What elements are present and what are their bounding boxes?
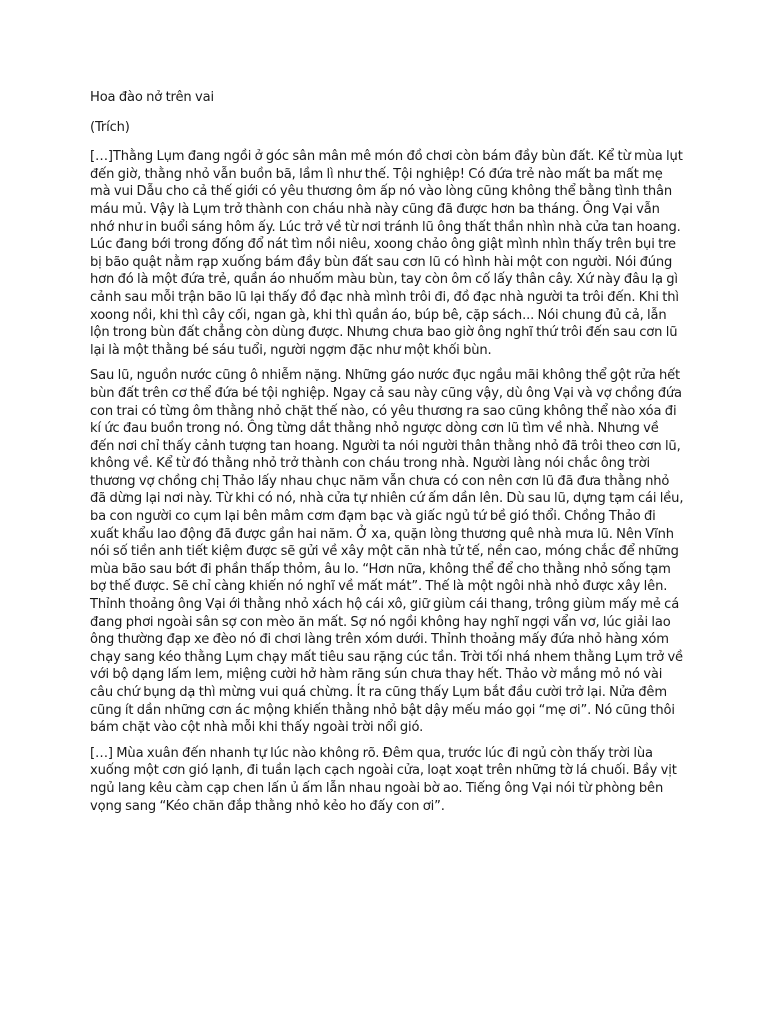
paragraph-3: […] Mùa xuân đến nhanh tự lúc nào không rõ. Đêm qua, trước lúc đi ngủ còn thấy trời lùa xuống một cơn gió lạnh, đi tuần lạch cạch ngoài cửa, loạt xoạt trên những tờ lá chuối. Bầy vịt ngủ lang kêu càm cạp chen lấn ủ ấm lẫn nhau ngoài bờ ao. Tiếng ông Vại nói từ phòng bên vọng sang “Kéo chăn đắp thằng nhỏ kẻo ho đấy con ơi”. [90,745,677,814]
paragraph-1: […]Thằng Lụm đang ngồi ở góc sân mân mê món đồ chơi còn bám đầy bùn đất. Kể từ mùa lụt đến giờ, thằng nhỏ vẫn buồn bã, lầm lì như thế. Tội nghiệp! Có đứa trẻ nào mất ba mất mẹ mà vui Dẫu cho cả thế giới có yêu thương ôm ấp nó vào lòng cũng không thể bằng tình thân máu mủ. Vậy là Lụm trở thành con cháu nhà này cũng đã được hơn ba tháng. Ông Vại vẫn nhớ như in buổi sáng hôm ấy. Lúc trở về từ nơi tránh lũ ông thất thần nhìn nhà cửa tan hoang. Lúc đang bới trong đống đổ nát tìm nồi niêu, xoong chảo ông giật mình nhìn thấy trên bụi tre bị bão quật nằm rạp xuống bám đầy bùn đất sau cơn lũ có hình hài một con người. Nói đúng hơn đó là một đứa trẻ, quần áo nhuốm màu bùn, tay còn ôm cố lấy thân cây. Xứ này đâu lạ gì cảnh sau mỗi trận bão lũ lại thấy đồ đạc nhà mình trôi đi, đồ đạc nhà người ta trôi đến. Khi thì xoong nồi, khi thì cây cối, ngan gà, khi thì quần áo, búp bê, cặp sách... Nói chung đủ cả, lẫn lộn trong bùn đất chẳng còn dùng được. Nhưng chưa bao giờ ông nghĩ thứ trôi đến sau cơn lũ lại là một thằng bé sáu tuổi, người ngợm đặc như một khối bùn. [90,149,683,358]
document-subtitle: (Trích) [90,119,130,135]
document-page [90,89,684,823]
document-title: Hoa đào nở trên vai [90,90,214,105]
paragraph-2: Sau lũ, nguồn nước cũng ô nhiễm nặng. Những gáo nước đục ngầu mãi không thể gột rửa hết bùn đất trên cơ thể đứa bé tội nghiệp. Ngay cả sau này cũng vậy, dù ông Vại và vợ chồng đứa con trai có từng ôm thằng nhỏ chặt thế nào, có yêu thương ra sao cũng không thể nào xóa đi kí ức đau buồn trong nó. Ông từng dắt thằng nhỏ ngược dòng cơn lũ tìm về nhà. Nhưng về đến nơi chỉ thấy cảnh tượng tan hoang. Người ta nói người thân thằng nhỏ đã trôi theo cơn lũ, không về. Kể từ đó thằng nhỏ trở thành con cháu trong nhà. Người làng nói chắc ông trời thương vợ chồng chị Thảo lấy nhau chục năm vẫn chưa có con nên cơn lũ đã đưa thằng nhỏ đã dừng lại nơi này. Từ khi có nó, nhà cửa tự nhiên cứ ấm dần lên. Dù sau lũ, dựng tạm cái lều, ba con người co cụm lại bên mâm cơm đạm bạc và giấc ngủ tứ bề gió thổi. Chồng Thảo đi xuất khẩu lao động đã được gần hai năm. Ở xa, quặn lòng thương quê nhà mưa lũ. Nên Vĩnh nói số tiền anh tiết kiệm được sẽ gửi về xây một căn nhà tử tế, nền cao, móng chắc để những mùa bão sau bớt đi phần thấp thỏm, âu lo. “Hơn nữa, không thể để cho thằng nhỏ sống tạm bợ thế được. Sẽ chỉ càng khiến nó nghĩ về mất mát”. Thế là một ngôi nhà nhỏ được xây lên. Thỉnh thoảng ông Vại ới thằng nhỏ xách hộ cái xô, giữ giùm cái thang, trông giùm mấy mẻ cá đang phơi ngoài sân sợ con mèo ăn mất. Sợ nó ngồi không hay nghĩ ngợi vẩn vơ, lúc giải lao ông thường đạp xe đèo nó đi chơi làng trên xóm dưới. Thỉnh thoảng mấy đứa nhỏ hàng xóm chạy sang kéo thằng Lụm chạy mất tiêu sau rặng cúc tần. Trời tối nhá nhem thằng Lụm trở về với bộ dạng lấm lem, miệng cười hở hàm răng sún chưa thay hết. Thảo vờ mắng mỏ nó vài câu chứ bụng dạ thì mừng vui quá chừng. Ít ra cũng thấy Lụm bắt đầu cười trở lại. Nửa đêm cũng ít dần những cơn ác mộng khiến thằng nhỏ bật dậy mếu máo gọi “mẹ ơi”. Nó cũng thôi bám chặt vào cột nhà mỗi khi thấy ngoài trời nổi gió. [90,368,684,736]
